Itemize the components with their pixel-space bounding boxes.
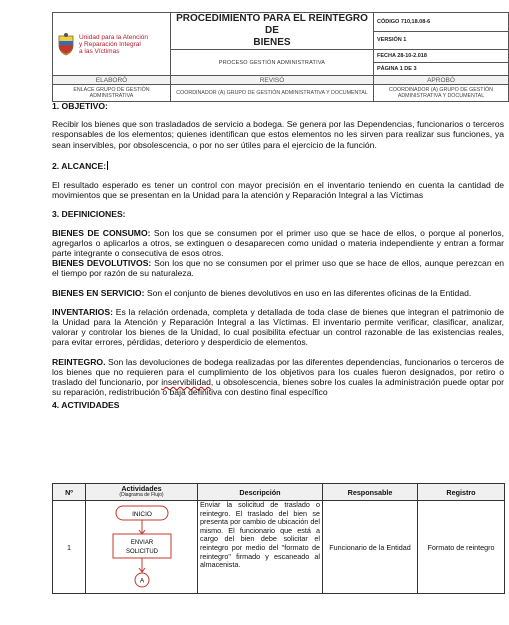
definition-bienes-devolutivos	[52, 258, 504, 278]
sig-value-elaboro: ENLACE GRUPO DE GESTIÓN ADMINISTRATIVA	[53, 85, 171, 102]
row-number: 1	[53, 501, 86, 594]
entity-logo	[56, 32, 167, 56]
row-responsable: Funcionario de la Entidad	[323, 501, 418, 594]
alcance-title-text: 2. ALCANCE:	[52, 160, 107, 171]
definition-bienes-consumo	[52, 228, 504, 259]
def-text: Son los que se consumen por el primer uso que se hace de ellos, o porque al ponerlos, agregarlos o aplicarlos a otros, se extinguen o desaparecen como unidad o materia independiente y entran a formar parte integrante o consecutiva de esos otros.	[52, 227, 504, 259]
col-header-activities-sub: (Diagrama de Flujo)	[119, 492, 164, 498]
logo-cell	[53, 13, 171, 76]
document-header	[52, 12, 509, 102]
def-term: BIENES EN SERVICIO:	[52, 287, 145, 298]
flow-step-line-1: ENVIAR	[130, 540, 154, 546]
def-text: , u obsolescencia, bienes sobre los cuales la administración puede optar por su reparación, redistribución o baja definitiva con destino final específico	[52, 377, 504, 398]
def-text: Es la relación ordenada, completa y detallada de toda clase de bienes que integran el patrimonio de la Unidad para la Atención y Reparación Integral a las Víctimas. El inventario permite verificar, clasificar, analizar, valorar y controlar los bienes de la Unidad, lo cual posibilita efectuar un control razonable de las existencias reales, para evitar errores, pérdidas, deterioro y desperdicio de elementos.	[52, 306, 504, 348]
document-body	[52, 101, 504, 411]
col-header-activities	[86, 484, 198, 501]
def-term: BIENES DEVOLUTIVOS:	[52, 258, 152, 269]
logo-text	[79, 34, 148, 55]
col-header-description: Descripción	[198, 484, 323, 501]
sig-header-elaboro: ELABORÓ	[53, 76, 171, 85]
sig-header-aprobo: APROBÓ	[374, 76, 509, 85]
flow-diagram-cell	[86, 501, 198, 594]
logo-line-1: Unidad para la Atención	[79, 33, 149, 41]
section-actividades-title: 4. ACTIVIDADES	[52, 400, 120, 411]
logo-line-2: y Reparación Integral	[79, 40, 141, 48]
sig-header-reviso: REVISÓ	[171, 76, 374, 85]
section-objetivo-text: Recibir los bienes que son trasladados de servicio a bodega. Se genera por las Dependencias, funcionarios o terceros responsables de los elementos; quienes identifican que estos elementos no les sirven para realizar sus funciones, ya sean inservibles, por obsolescencia, o por no ser útiles para el ejercicio de la función.	[52, 119, 504, 150]
page-number: PÁGINA 1 DE 3	[374, 63, 509, 76]
coat-of-arms-icon	[56, 32, 76, 56]
def-text: Son los que no se consumen por el primer uso que se hace de ellos, aunque perezcan en el tiempo por razón de su naturaleza.	[52, 258, 505, 279]
section-alcance-text: El resultado esperado es tener un control con mayor precisión en el inventario teniendo en cuenta la cantidad de movimientos que se presentan en la Unidad para la atención y Reparación Integral a las Víctimas	[52, 180, 504, 201]
col-header-registro: Registro	[418, 484, 505, 501]
document-title	[171, 13, 374, 50]
flow-start-label: INICIO	[132, 511, 152, 518]
section-definiciones-title: 3. DEFINICIONES:	[52, 209, 126, 220]
row-description: Enviar la solicitud de traslado o reintegro. El traslado del bien se presenta por cambio de ubicación del mismo. El funcionario que está a cargo del bien debe solicitar el reintegro por medio del "formato de reintegro" firmado y escaneado al almacenista.	[198, 501, 323, 594]
document-code: CÓDIGO 710,18.08-6	[374, 13, 509, 32]
sig-value-aprobo: COORDINADOR (A) GRUPO DE GESTIÓN ADMINISTRATIVA Y DOCUMENTAL	[374, 85, 509, 102]
definition-inventarios	[52, 307, 504, 348]
col-header-responsable: Responsable	[323, 484, 418, 501]
def-term: INVENTARIOS:	[52, 306, 113, 317]
activities-table	[52, 483, 505, 594]
def-text: Son las devoluciones de bodega realizadas por las diferentes dependencias, funcionarios o terceros de los bienes que no requieren para el cumplimiento de los objetivos para los cuales fueron designados, por retiro o traslado del funcionario, por	[52, 356, 504, 388]
logo-line-3: a las Víctimas	[79, 47, 120, 55]
flow-diagram	[86, 501, 198, 591]
text-cursor	[107, 161, 108, 170]
spellcheck-word[interactable]: inservibilidad	[161, 377, 211, 388]
process-name: PROCESO GESTIÓN ADMINISTRATIVA	[171, 50, 374, 76]
definition-bienes-servicio	[52, 288, 504, 298]
def-term: REINTEGRO.	[52, 356, 106, 367]
table-row	[53, 501, 505, 594]
title-line-2: BIENES	[253, 37, 291, 48]
document-version: VERSIÓN 1	[374, 31, 509, 50]
section-objetivo-title: 1. OBJETIVO:	[52, 101, 108, 111]
title-line-1: PROCEDIMIENTO PARA EL REINTEGRO DE	[176, 13, 368, 36]
activities-header-row	[53, 484, 505, 501]
col-header-num: Nº	[53, 484, 86, 501]
col-header-activities-label: Actividades	[121, 484, 162, 493]
def-text: Son el conjunto de bienes devolutivos en uso en las diferentes oficinas de la Entidad.	[144, 287, 472, 298]
definition-reintegro	[52, 357, 504, 398]
sig-value-reviso: COORDINADOR (A) GRUPO DE GESTIÓN ADMINISTRATIVA Y DOCUMENTAL	[171, 85, 374, 102]
def-term: BIENES DE CONSUMO:	[52, 227, 151, 238]
flow-step-line-2: SOLICITUD	[125, 549, 159, 555]
row-registro: Formato de reintegro	[418, 501, 505, 594]
flow-connector-label: A	[139, 577, 145, 585]
document-date: FECHA 28-10-2.018	[374, 50, 509, 63]
section-alcance-title	[52, 161, 504, 171]
